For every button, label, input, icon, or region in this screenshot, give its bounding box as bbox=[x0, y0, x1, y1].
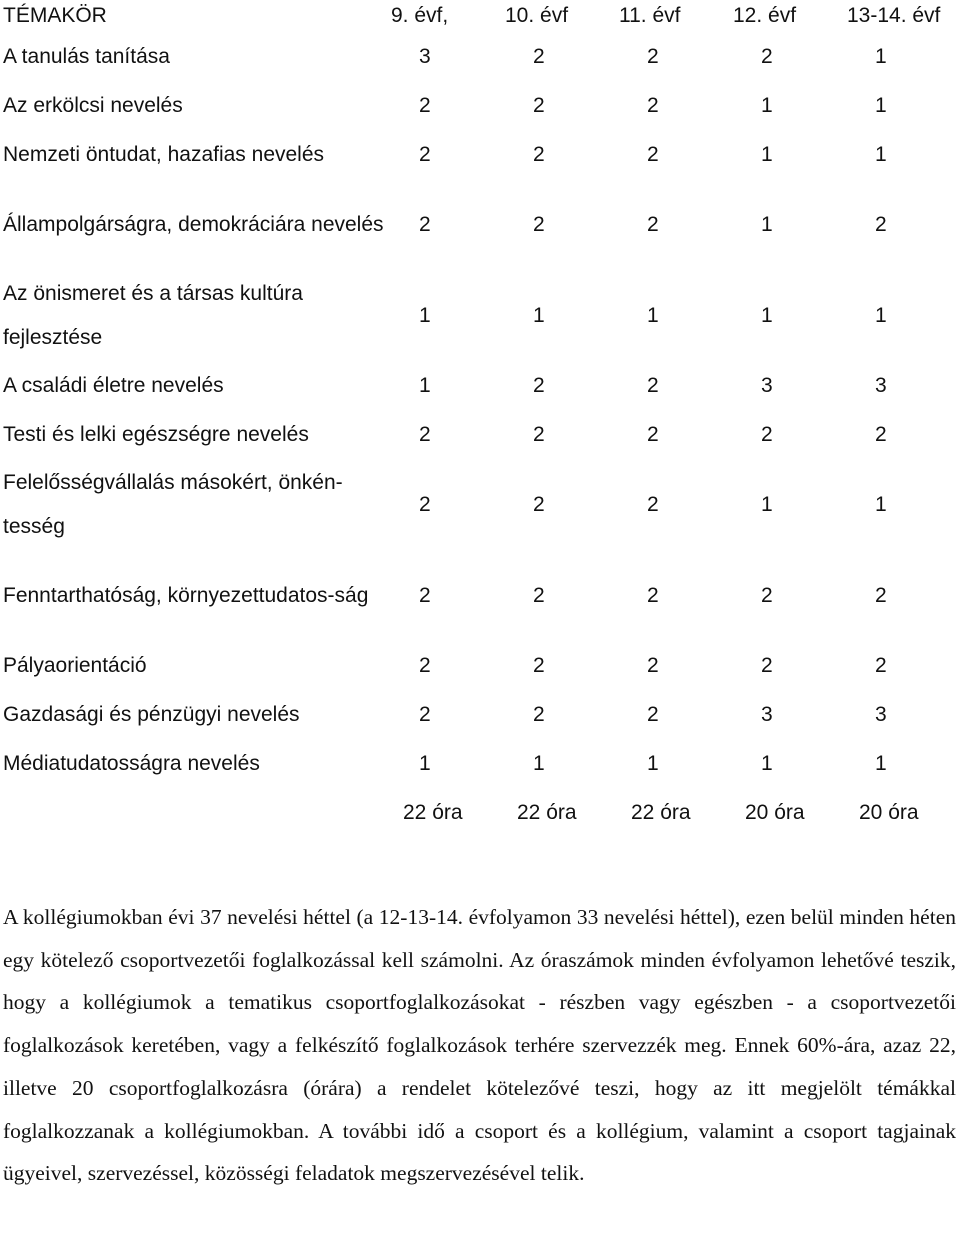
hours-cell: 2 bbox=[533, 93, 545, 117]
total-hours-cell: 20 óra bbox=[859, 800, 919, 824]
topic-cell: Nemzeti öntudat, hazafias nevelés bbox=[3, 142, 325, 166]
topic-cell: Felelősségvállalás másokért, önkén-tesség bbox=[3, 470, 343, 538]
table-row bbox=[3, 459, 960, 550]
topic-cell: Gazdasági és pénzügyi nevelés bbox=[3, 702, 300, 726]
totals-row bbox=[3, 788, 960, 837]
hours-cell: 2 bbox=[533, 583, 545, 607]
hours-cell: 1 bbox=[647, 751, 659, 775]
table-row bbox=[3, 739, 960, 788]
hours-cell: 1 bbox=[761, 303, 773, 327]
hours-cell: 2 bbox=[647, 373, 659, 397]
hours-cell: 2 bbox=[419, 422, 431, 446]
body-paragraph: A kollégiumokban évi 37 nevelési héttel (a 12-13-14. évfolyamon 33 nevelési héttel), ezen belül minden héten egy kötelező csoportvezetői foglalkozással kell számolni. Az óraszámok minden évfolyamon lehetővé teszik, hogy a kollégiumok a tematikus csoportfoglalkozásokat - részben vagy egészben - a csoportvezetői foglalkozások keretében, vagy a felkészítő foglalkozások terhére szervezzék meg. Ennek 60%-ára, azaz 22, illetve 20 csoportfoglalkozásra (órára) a rendelet kötelezővé teszi, hogy az itt megjelölt témákkal foglalkozzanak a kollégiumokban. A további idő a csoport és a kollégium, valamint a csoport tagjainak ügyeivel, szervezéssel, közösségi feladatok megszervezésével telik. bbox=[3, 905, 956, 1186]
hours-cell: 1 bbox=[875, 142, 887, 166]
hours-cell: 2 bbox=[647, 44, 659, 68]
hours-cell: 2 bbox=[533, 702, 545, 726]
hours-cell: 2 bbox=[647, 583, 659, 607]
table-header-row bbox=[3, 0, 960, 32]
total-hours-cell: 22 óra bbox=[631, 800, 691, 824]
hours-cell: 1 bbox=[761, 93, 773, 117]
hours-cell: 3 bbox=[761, 373, 773, 397]
hours-cell: 1 bbox=[761, 751, 773, 775]
column-header-grade: 11. évf bbox=[619, 4, 681, 27]
table-row bbox=[3, 361, 960, 410]
total-hours-cell: 20 óra bbox=[745, 800, 805, 824]
hours-cell: 2 bbox=[875, 212, 887, 236]
topic-cell: Fenntarthatóság, környezettudatos-ság bbox=[3, 583, 369, 607]
table-row bbox=[3, 130, 960, 179]
topic-cell: Médiatudatosságra nevelés bbox=[3, 751, 260, 775]
table-row bbox=[3, 550, 960, 641]
hours-cell: 2 bbox=[647, 142, 659, 166]
hours-cell: 2 bbox=[533, 653, 545, 677]
hours-cell: 2 bbox=[647, 653, 659, 677]
table-row bbox=[3, 179, 960, 270]
hours-cell: 1 bbox=[875, 303, 887, 327]
table-row bbox=[3, 690, 960, 739]
topic-cell: Pályaorientáció bbox=[3, 653, 147, 677]
hours-cell: 1 bbox=[875, 93, 887, 117]
hours-cell: 3 bbox=[875, 373, 887, 397]
hours-cell: 2 bbox=[533, 44, 545, 68]
hours-cell: 3 bbox=[875, 702, 887, 726]
hours-cell: 2 bbox=[419, 583, 431, 607]
hours-cell: 3 bbox=[419, 44, 431, 68]
hours-cell: 1 bbox=[761, 142, 773, 166]
hours-cell: 1 bbox=[533, 751, 545, 775]
total-hours-cell: 22 óra bbox=[403, 800, 463, 824]
table-row bbox=[3, 270, 960, 361]
hours-cell: 2 bbox=[875, 583, 887, 607]
topic-cell: Testi és lelki egészségre nevelés bbox=[3, 422, 309, 446]
hours-cell: 1 bbox=[761, 212, 773, 236]
hours-cell: 1 bbox=[875, 492, 887, 516]
hours-cell: 2 bbox=[419, 492, 431, 516]
hours-cell: 2 bbox=[761, 422, 773, 446]
hours-cell: 1 bbox=[419, 373, 431, 397]
hours-cell: 2 bbox=[419, 702, 431, 726]
hours-cell: 2 bbox=[419, 212, 431, 236]
hours-cell: 2 bbox=[419, 653, 431, 677]
hours-cell: 2 bbox=[647, 702, 659, 726]
topic-cell: Az önismeret és a társas kultúra fejlesztése bbox=[3, 281, 303, 349]
hours-cell: 2 bbox=[533, 142, 545, 166]
table-row bbox=[3, 641, 960, 690]
hours-cell: 1 bbox=[647, 303, 659, 327]
hours-cell: 2 bbox=[647, 212, 659, 236]
hours-cell: 2 bbox=[647, 492, 659, 516]
hours-cell: 2 bbox=[533, 373, 545, 397]
hours-cell: 1 bbox=[419, 751, 431, 775]
topic-cell: A tanulás tanítása bbox=[3, 44, 170, 68]
hours-cell: 2 bbox=[875, 422, 887, 446]
topic-cell: Állampolgárságra, demokráciára nevelés bbox=[3, 212, 384, 236]
hours-cell: 2 bbox=[761, 583, 773, 607]
hours-cell: 2 bbox=[533, 422, 545, 446]
column-header-grade: 12. évf bbox=[733, 4, 797, 27]
column-header-topic: TÉMAKÖR bbox=[3, 4, 107, 27]
topic-cell: Az erkölcsi nevelés bbox=[3, 93, 183, 117]
hours-cell: 2 bbox=[761, 653, 773, 677]
hours-cell: 1 bbox=[875, 44, 887, 68]
hours-cell: 1 bbox=[761, 492, 773, 516]
hours-cell: 2 bbox=[533, 492, 545, 516]
hours-cell: 2 bbox=[761, 44, 773, 68]
hours-cell: 2 bbox=[875, 653, 887, 677]
hours-cell: 2 bbox=[647, 93, 659, 117]
totals-label-cell bbox=[3, 788, 391, 837]
table-row bbox=[3, 410, 960, 459]
total-hours-cell: 22 óra bbox=[517, 800, 577, 824]
hours-cell: 3 bbox=[761, 702, 773, 726]
column-header-grade: 10. évf bbox=[505, 4, 569, 27]
topics-table bbox=[3, 0, 960, 837]
hours-cell: 1 bbox=[875, 751, 887, 775]
topic-cell: A családi életre nevelés bbox=[3, 373, 224, 397]
hours-cell: 2 bbox=[647, 422, 659, 446]
hours-cell: 2 bbox=[419, 93, 431, 117]
table-row bbox=[3, 32, 960, 81]
column-header-grade: 9. évf, bbox=[391, 4, 449, 27]
hours-cell: 1 bbox=[533, 303, 545, 327]
hours-cell: 2 bbox=[419, 142, 431, 166]
table-row bbox=[3, 81, 960, 130]
hours-cell: 1 bbox=[419, 303, 431, 327]
hours-cell: 2 bbox=[533, 212, 545, 236]
column-header-grade: 13-14. évf bbox=[847, 4, 941, 27]
